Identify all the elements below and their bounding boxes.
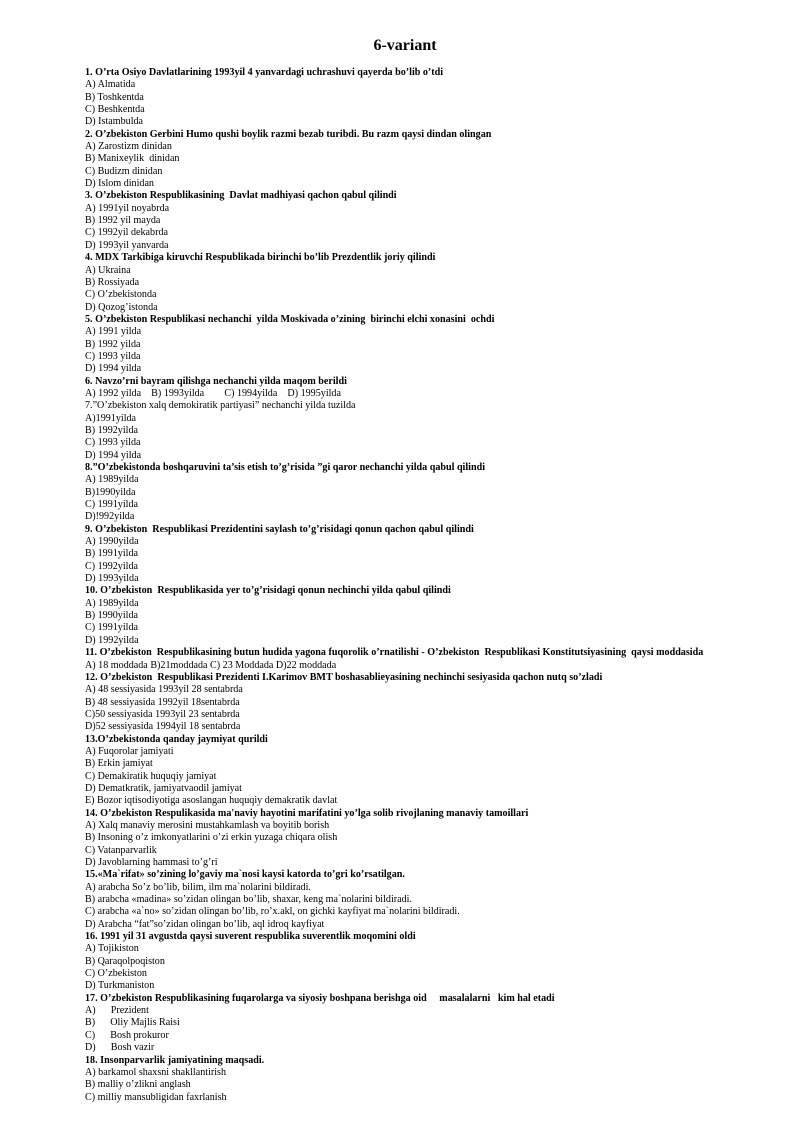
answer-option: C) O’zbekistonda [85, 289, 157, 301]
question-text: 18. Insonparvarlik jamiyatining maqsadi. [85, 1054, 265, 1066]
answer-option: C) 1993 yilda [85, 350, 141, 362]
answer-option: C) Bosh prokuror [85, 1029, 169, 1041]
answer-option: D) 1994 yilda [85, 449, 142, 461]
answer-option: A) Almatida [85, 79, 136, 91]
question-text: 1. O’rta Osiyo Davlatlarining 1993yil 4 yanvardagi uchrashuvi qayerda bo’lib o’tdi [85, 67, 444, 78]
page-title: 6-variant [373, 37, 437, 54]
answer-option: A) Fuqorolar jamiyati [85, 745, 174, 757]
answer-option: C) 1991yilda [85, 622, 138, 634]
answer-option: C) arabcha «a`no» so’zidan olingan bo’lib, ro’x.akl, on gichki kayfiyat ma`nolarini bildiradi. [85, 906, 460, 918]
answer-option: 7.”O’zbekiston xalq demokiratik partiyasi” nechanchi yilda tuzilda [85, 400, 356, 412]
answer-option: C) 1993 yilda [85, 437, 141, 449]
answer-option: A) 1992 yilda B) 1993yilda C) 1994yilda D) 1995yilda [85, 387, 341, 399]
answer-option: C)50 sessiyasida 1993yil 23 sentabrda [85, 708, 240, 720]
question-text: 12. O’zbekiston Respublikasi Prezidenti I.Karimov BMT boshasablieyasining nechinchi sesiyasida qachon nutq so’zladi [85, 671, 603, 683]
question-text: 15.«Ma`rifat» so’zining lo’gaviy ma`nosi kaysi katorda to’gri ko’rsatilgan. [85, 869, 405, 881]
answer-option: D) 1994 yilda [85, 363, 142, 375]
question-text: 4. MDX Tarkibiga kiruvchi Respublikada birinchi bo’lib Prezdentlik joriy qilindi [85, 252, 436, 264]
answer-option: C) O’zbekiston [85, 968, 147, 980]
answer-option: C) Beshkentda [85, 104, 145, 116]
question-text: 14. O’zbekiston Respulikasida ma'naviy hayotini marifatini yo’lga solib rivojlaning manaviy tamoillari [85, 807, 529, 819]
answer-option: A)1991yilda [85, 412, 137, 424]
answer-option: D)52 sessiyasida 1994yil 18 sentabrda [85, 721, 241, 733]
answer-option: C) milliy mansubligidan faxrlanish [85, 1091, 227, 1103]
answer-option: B) malliy o’zlikni anglash [85, 1079, 191, 1091]
answer-option: A) 1989yilda [85, 474, 139, 486]
question-text: 16. 1991 yil 31 avgustda qaysi suverent respublika suverentlik moqomini oldi [85, 931, 416, 943]
answer-option: A) 1991yil noyabrda [85, 202, 170, 214]
question-text: 8.”O’zbekistonda boshqaruvini ta’sis etish to’g’risida ”gi qaror nechanchi yilda qabul qilindi [85, 462, 486, 473]
answer-option: B) Insoning o’z imkonyatlarini o’zi erkin yuzaga chiqara olish [85, 832, 338, 844]
question-text: 13.O’zbekistonda qanday jaymiyat qurildi [85, 733, 268, 745]
answer-option: A) 1991 yilda [85, 326, 142, 338]
answer-option: A) barkamol shaxsni shakllantirish [85, 1066, 227, 1078]
answer-option: A) Ukraina [85, 264, 131, 276]
answer-option: A) 1989yilda [85, 597, 139, 609]
answer-option: B) Toshkentda [85, 91, 144, 103]
answer-option: D) Istambulda [85, 116, 144, 128]
answer-option: B) 1992 yilda [85, 338, 141, 350]
answer-option: D) 1993yilda [85, 573, 139, 585]
answer-option: D) Javoblarning hammasi to’g’ri [85, 857, 218, 868]
answer-option: B) Manixeylik dinidan [85, 153, 180, 165]
answer-option: B) 48 sessiyasida 1992yil 18sentabrda [85, 696, 240, 708]
answer-option: B)1990yilda [85, 486, 136, 498]
answer-option: B) 1992 yil mayda [85, 215, 161, 227]
question-text: 9. O’zbekiston Respublikasi Prezidentini saylash to’g’risidagi qonun qachon qabul qilindi [85, 523, 474, 535]
answer-option: A) arabcha So’z bo’lib, bilim, ilm ma`nolarini bildiradi. [85, 881, 311, 893]
answer-option: D) 1993yil yanvarda [85, 239, 169, 251]
answer-option: D)!992yilda [85, 511, 135, 523]
answer-option: D) Arabcha “fat”so’zidan olingan bo’lib, aql idroq kayfiyat [85, 918, 325, 930]
answer-option: B) Erkin jamiyat [85, 758, 153, 770]
question-text: 10. O’zbekiston Respublikasida yer to’g’risidagi qonun nechinchi yilda qabul qilindi [85, 585, 451, 597]
question-text: 11. O’zbekiston Respublikasining butun hudida yagona fuqorolik o’rnatilishi - O’zbekiston Respublikasi Konstitutsiyasining qaysi moddasida [85, 647, 704, 659]
answer-option: B) 1991yilda [85, 548, 138, 560]
question-text: 3. O’zbekiston Respublikasining Davlat madhiyasi qachon qabul qilindi [85, 190, 397, 202]
answer-option: A) Prezident [85, 1005, 149, 1017]
answer-option: B) Qaraqolpoqiston [85, 955, 165, 967]
answer-option: D) Islom dinidan [85, 178, 154, 190]
answer-option: A) 1990yilda [85, 536, 139, 548]
answer-option: B) 1992yilda [85, 424, 138, 436]
answer-option: D) 1992yilda [85, 634, 139, 646]
answer-option: C) Demakiratik huquqiy jamiyat [85, 770, 217, 782]
answer-option: D) Qozog’istonda [85, 301, 158, 313]
question-list [85, 67, 795, 1104]
answer-option: B) 1990yilda [85, 610, 138, 622]
question-text: 2. O’zbekiston Gerbini Humo qushi boylik razmi bezab turibdi. Bu razm qaysi dindan olingan [85, 128, 492, 140]
answer-option: C) 1991yilda [85, 499, 138, 511]
answer-option: A) Tojikiston [85, 943, 139, 955]
answer-option: D) Dematkratik, jamiyatvaodil jamiyat [85, 782, 242, 794]
answer-option: C) Budizm dinidan [85, 165, 163, 177]
answer-option: D) Turkmaniston [85, 980, 155, 992]
answer-option: A) 48 sessiyasida 1993yil 28 sentabrda [85, 684, 243, 696]
answer-option: A) Zarostizm dinidan [85, 141, 172, 153]
answer-option: C) 1992yilda [85, 560, 138, 572]
answer-option: B) arabcha «madina» so’zidan olingan bo’lib, shaxar, keng ma`nolarini bildiradi. [85, 894, 412, 906]
answer-option: C) 1992yil dekabrda [85, 227, 168, 239]
question-text: 5. O’zbekiston Respublikasi nechanchi yilda Moskivada o’zining birinchi elchi xonasini ochdi [85, 313, 495, 325]
answer-option: A) 18 moddada B)21moddada C) 23 Moddada D)22 moddada [85, 659, 337, 671]
answer-option: D) Bosh vazir [85, 1042, 155, 1054]
answer-option: B) Rossiyada [85, 276, 140, 288]
answer-option: C) Vatanparvarlik [85, 844, 157, 856]
answer-option: B) Oliy Majlis Raisi [85, 1017, 180, 1029]
question-text: 17. O’zbekiston Respublikasining fuqarolarga va siyosiy boshpana berishga oid masalalarni kim hal etadi [85, 992, 555, 1004]
answer-option: A) Xalq manaviy merosini mustahkamlash va boyitib borish [85, 819, 330, 831]
question-text: 6. Navzo’rni bayram qilishga nechanchi yilda maqom berildi [85, 375, 347, 387]
answer-option: E) Bozor iqtisodiyotiga asoslangan huquqiy demakratik davlat [85, 795, 338, 807]
